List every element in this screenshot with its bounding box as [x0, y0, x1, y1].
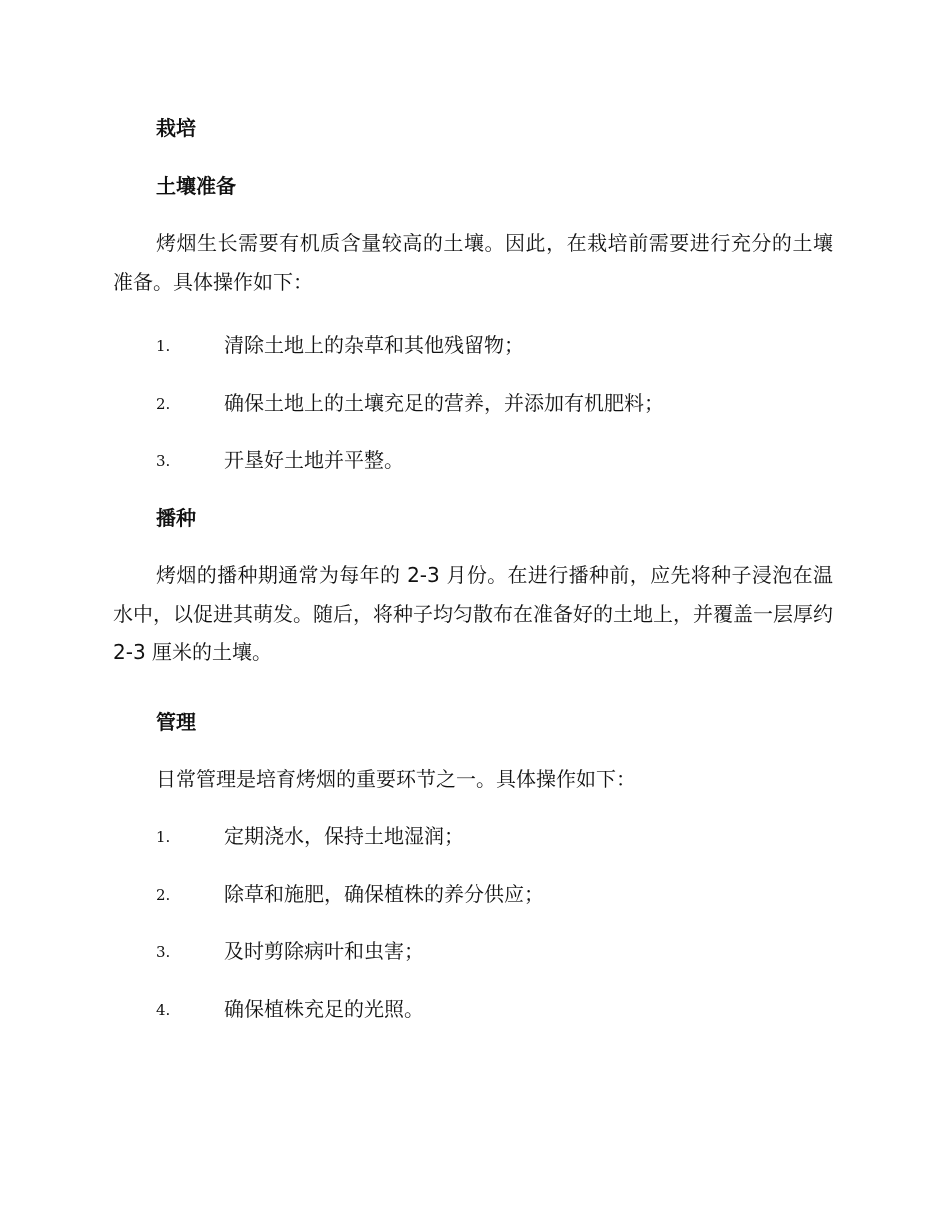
section-heading-sowing: 播种 — [156, 506, 196, 530]
section-heading-soil: 土壤准备 — [156, 174, 236, 198]
list-item-number: 2. — [156, 886, 171, 904]
list-item-text: 开垦好土地并平整。 — [224, 448, 404, 472]
list-item-number: 2. — [156, 395, 171, 413]
document-title: 栽培 — [156, 116, 196, 140]
list-item-number: 1. — [156, 828, 171, 846]
list-item-text: 及时剪除病叶和虫害； — [224, 939, 424, 963]
list-item-text: 确保植株充足的光照。 — [224, 997, 424, 1021]
list-item-text: 清除土地上的杂草和其他残留物； — [224, 333, 524, 357]
section-paragraph-soil: 烤烟生长需要有机质含量较高的土壤。因此，在栽培前需要进行充分的土壤准备。具体操作如下： — [113, 231, 833, 294]
list-item-text: 确保土地上的土壤充足的营养，并添加有机肥料； — [224, 391, 664, 415]
list-item-text: 定期浇水，保持土地湿润； — [224, 824, 464, 848]
list-item-text: 除草和施肥，确保植株的养分供应； — [224, 882, 544, 906]
section-paragraph-management: 日常管理是培育烤烟的重要环节之一。具体操作如下： — [156, 767, 636, 791]
list-item-number: 3. — [156, 452, 171, 470]
list-item-number: 3. — [156, 943, 171, 961]
list-item-number: 1. — [156, 337, 171, 355]
list-item-number: 4. — [156, 1001, 171, 1019]
section-heading-management: 管理 — [156, 710, 196, 734]
section-paragraph-sowing: 烤烟的播种期通常为每年的 2-3 月份。在进行播种前，应先将种子浸泡在温水中，以促进其萌发。随后，将种子均匀散布在准备好的土地上，并覆盖一层厚约 2-3 厘米的土壤。 — [113, 563, 833, 664]
